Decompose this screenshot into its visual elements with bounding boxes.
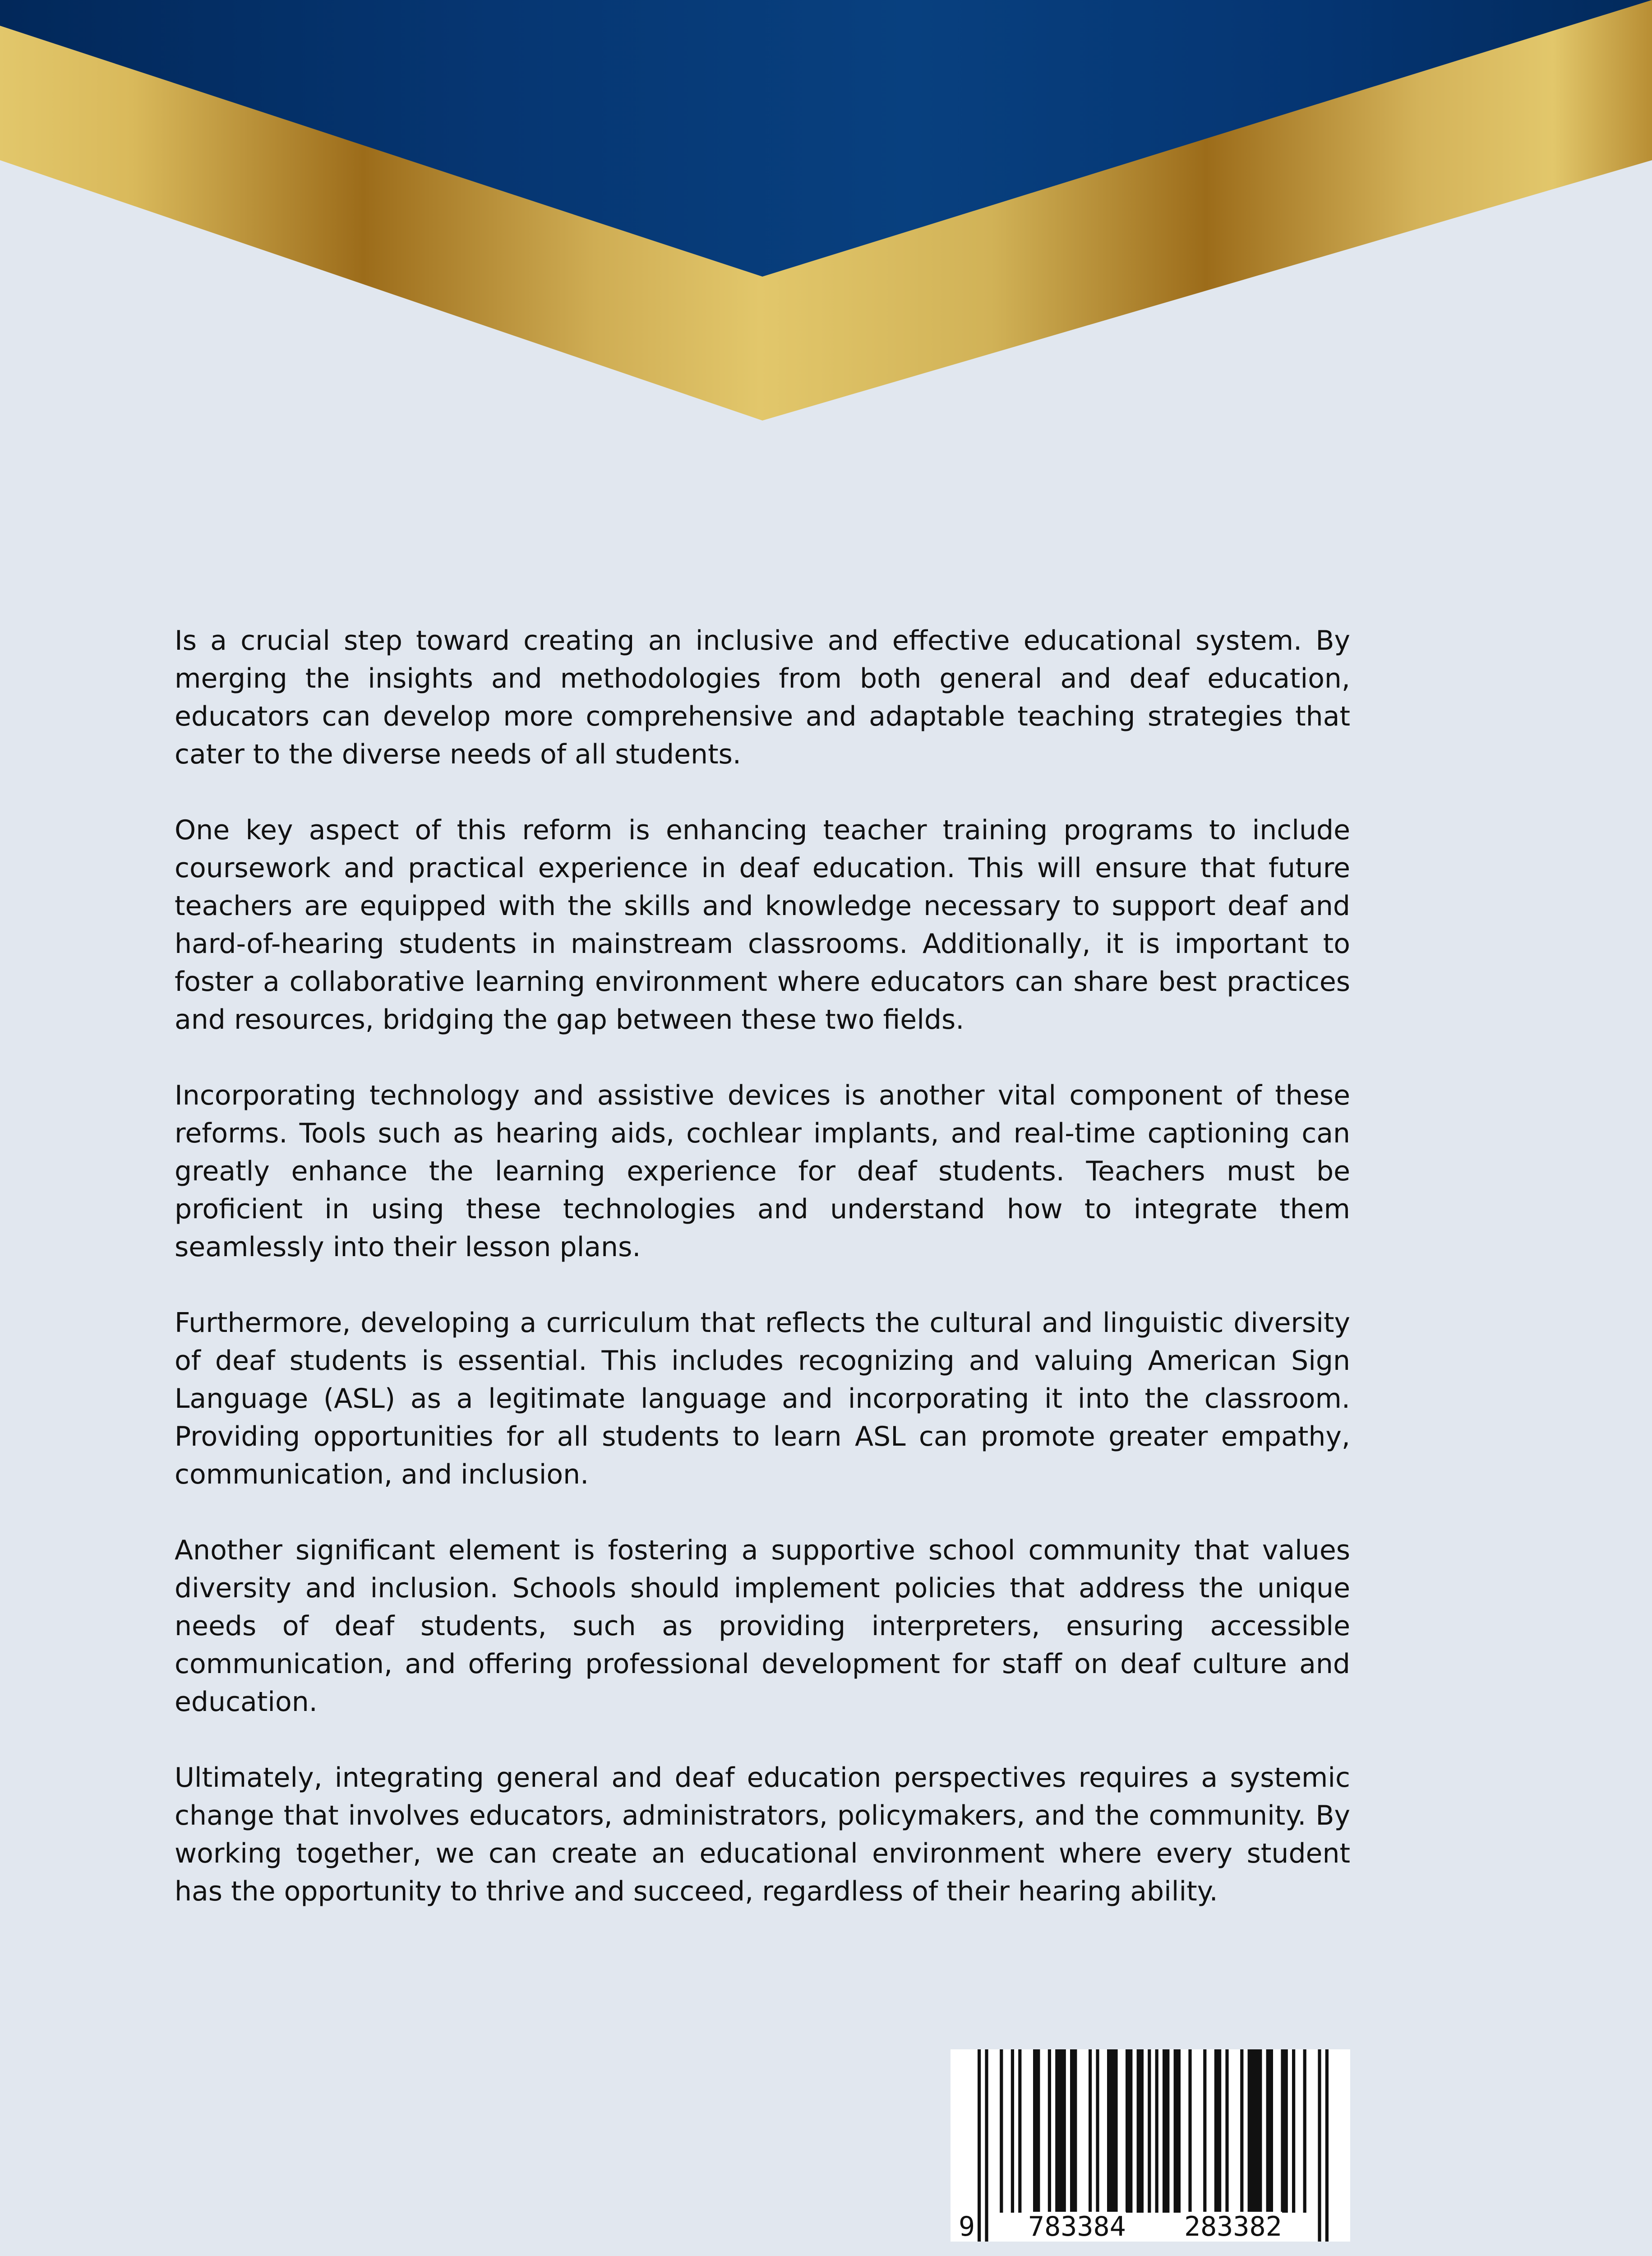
paragraph-conclusion: Ultimately, integrating general and deaf education perspectives requires a systemic change that involves educators, administrators, policymakers, and the community. By working together, we can create an educational environment where every student has the opportunity to thrive and succeed, regardless of their hearing ability. xyxy=(175,1762,1350,1907)
barcode-bar xyxy=(1266,2049,1273,2213)
barcode-bar xyxy=(1281,2049,1287,2213)
barcode-bar xyxy=(1011,2049,1014,2213)
barcode-right-digits: 283382 xyxy=(1184,2211,1282,2242)
barcode-bar xyxy=(1318,2049,1321,2242)
barcode-bar xyxy=(1292,2049,1295,2213)
barcode-bar xyxy=(1107,2049,1118,2213)
barcode-bar xyxy=(1155,2049,1158,2213)
barcode-bar xyxy=(1096,2049,1099,2213)
barcode-bar xyxy=(1325,2049,1329,2242)
barcode-bar xyxy=(1203,2049,1206,2213)
barcode-bar xyxy=(1240,2049,1243,2213)
barcode-bar xyxy=(1055,2049,1066,2213)
barcode-bar xyxy=(1225,2049,1228,2213)
barcode-bar xyxy=(1018,2049,1021,2213)
paragraph-curriculum: Furthermore, developing a curriculum that reflects the cultural and linguistic diversity of deaf students is essential. This includes recognizing and valuing American Sign Language (ASL) as a legitimate language and incorporating it into the classroom. Providing opportunities for all students to learn ASL can promote greater empathy, communication, and inclusion. xyxy=(175,1307,1350,1490)
barcode-bar xyxy=(1000,2049,1003,2213)
isbn-barcode xyxy=(951,2049,1350,2242)
barcode-bar xyxy=(1148,2049,1151,2213)
back-cover-text xyxy=(175,622,1350,1948)
barcode-bar xyxy=(985,2049,988,2242)
barcode-bar xyxy=(1089,2049,1092,2213)
barcode-bar xyxy=(1163,2049,1169,2213)
barcode-bars xyxy=(951,2049,1350,2242)
barcode-bar xyxy=(1137,2049,1144,2213)
cover-chevron-banner xyxy=(0,0,1652,451)
barcode-bar xyxy=(1248,2049,1262,2213)
barcode-bar xyxy=(1033,2049,1040,2213)
barcode-bar xyxy=(1126,2049,1132,2213)
paragraph-intro: Is a crucial step toward creating an inclusive and effective educational system. By merging the insights and methodologies from both general and deaf education, educators can develop more comprehensive and adaptable teaching strategies that cater to the diverse needs of all students. xyxy=(175,625,1350,770)
barcode-bar xyxy=(1070,2049,1077,2213)
barcode-bar xyxy=(1174,2049,1181,2213)
barcode-bar xyxy=(1214,2049,1221,2213)
barcode-lead-digit: 9 xyxy=(959,2211,975,2242)
barcode-bar xyxy=(1303,2049,1306,2213)
barcode-bar xyxy=(978,2049,981,2242)
barcode-left-digits: 783384 xyxy=(1028,2211,1126,2242)
barcode-bar xyxy=(1188,2049,1191,2213)
barcode-bar xyxy=(1048,2049,1051,2213)
paragraph-technology: Incorporating technology and assistive devices is another vital component of these reforms. Tools such as hearing aids, cochlear implants, and real-time captioning can greatly enhance the learning experience for deaf students. Teachers must be proficient in using these technologies and understand how to integrate them seamlessly into their lesson plans. xyxy=(175,1080,1350,1263)
paragraph-community: Another significant element is fostering a supportive school community that values diversity and inclusion. Schools should implement policies that address the unique needs of deaf students, such as providing interpreters, ensuring accessible communication, and offering professional development for staff on deaf culture and education. xyxy=(175,1535,1350,1718)
paragraph-teacher-training: One key aspect of this reform is enhancing teacher training programs to include coursework and practical experience in deaf education. This will ensure that future teachers are equipped with the skills and knowledge necessary to support deaf and hard-of-hearing students in mainstream classrooms. Additionally, it is important to foster a collaborative learning environment where educators can share best practices and resources, bridging the gap between these two fields. xyxy=(175,814,1350,1036)
